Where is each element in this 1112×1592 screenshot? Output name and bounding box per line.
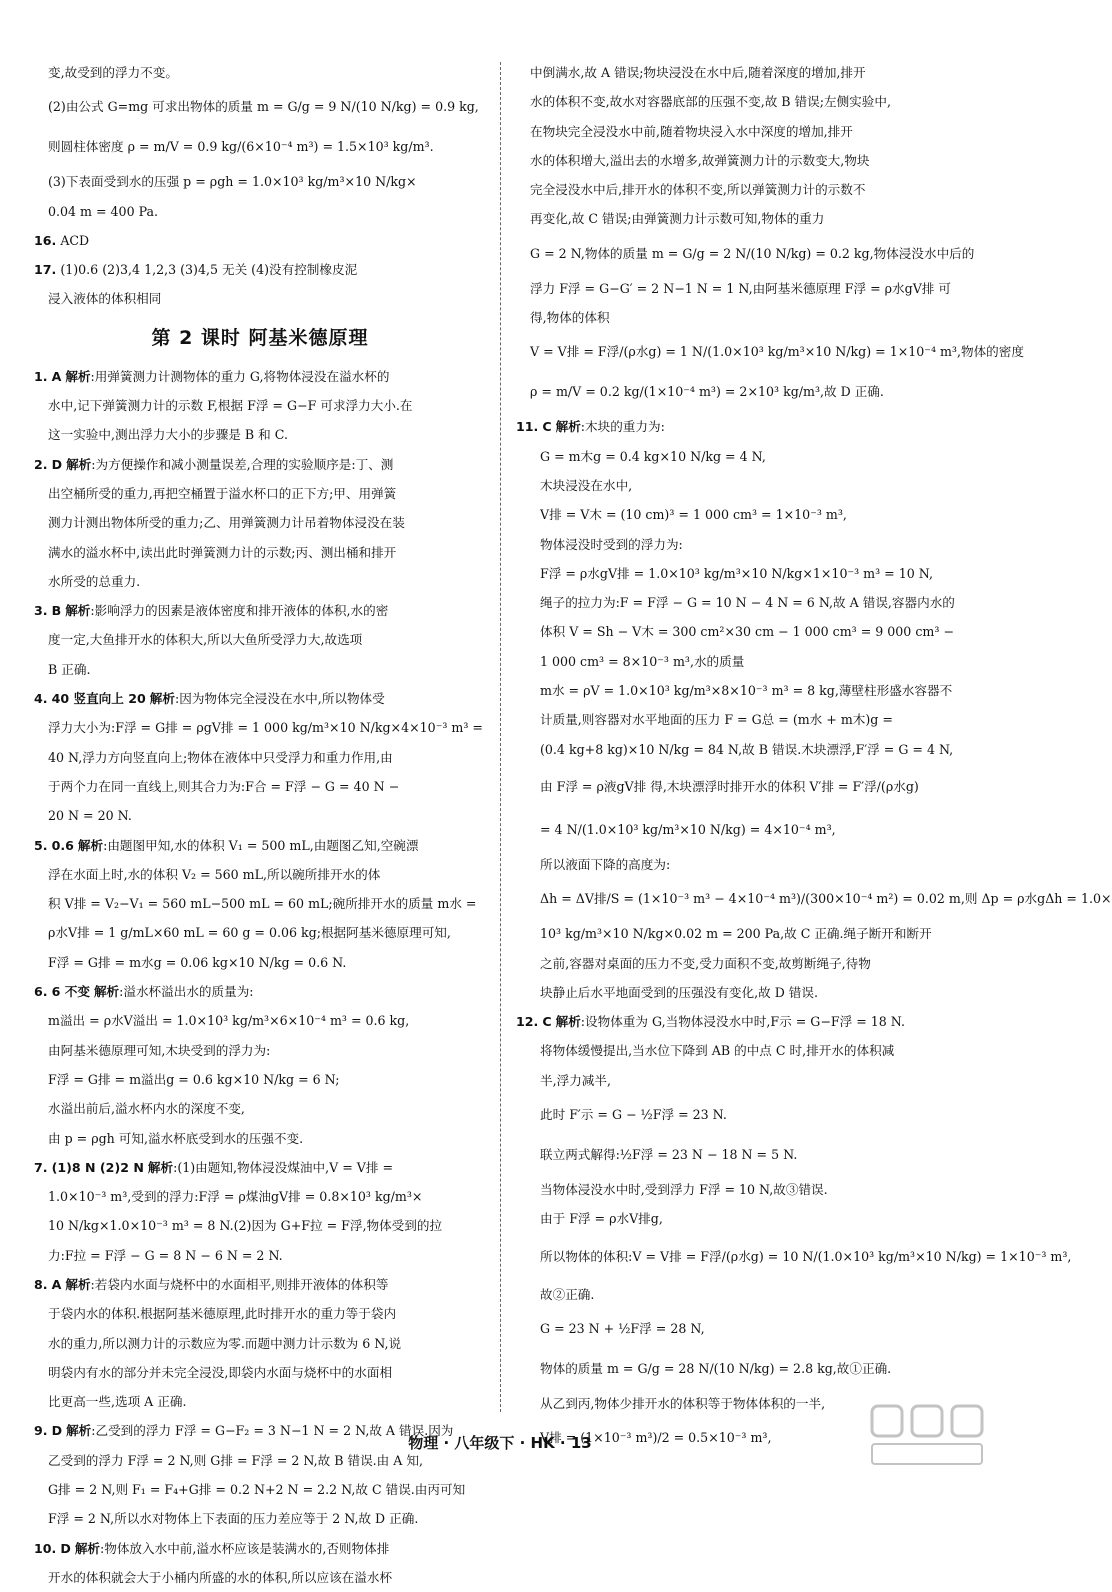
text-line	[34, 1358, 486, 1387]
line-text: m溢出 = ρ水V溢出 = 1.0×10³ kg/m³×6×10⁻⁴ m³ = 0.6 kg,	[48, 1013, 410, 1029]
line-text: 半,浮力减半,	[540, 1072, 611, 1088]
text-line	[516, 1280, 968, 1309]
line-text: 由 F浮 = ρ液gV排 得,木块漂浮时排开水的体积 V′排 = F′浮/(ρ水g)	[540, 778, 919, 794]
text-line	[516, 1349, 968, 1389]
line-text: 在物块完全浸没水中前,随着物块浸入水中深度的增加,排开	[530, 123, 853, 139]
question-number: 8.	[34, 1276, 48, 1292]
text-line	[34, 713, 486, 742]
text-line	[516, 442, 968, 471]
text-line	[34, 1006, 486, 1035]
question-answer-start	[34, 1153, 486, 1182]
text-line	[516, 879, 1112, 919]
line-text: 由于 F浮 = ρ水V排g,	[540, 1211, 663, 1227]
text-line	[516, 274, 968, 303]
line-text: 将物体缓慢提出,当水位下降到 AB 的中点 C 时,排开水的体积减	[540, 1043, 895, 1059]
text-line	[516, 676, 968, 705]
text-line	[516, 500, 968, 529]
line-text: 出空桶所受的重力,再把空桶置于溢水杯口的正下方;甲、用弹簧	[48, 485, 397, 501]
question-number: 10.	[34, 1540, 57, 1556]
line-text: 体积 V = Sh − V木 = 300 cm²×30 cm − 1 000 cm³ = 9 000 cm³ −	[540, 624, 954, 640]
line-text: 计质量,则容器对水平地面的压力 F = G总 = (m水 + m木)g =	[540, 712, 893, 728]
line-text: 水溢出前后,溢水杯内水的深度不变,	[48, 1101, 245, 1117]
question-answer-start	[34, 831, 486, 860]
answer-choice: (1)8 N (2)2 N	[51, 1159, 144, 1175]
line-text: V排 = V木 = (10 cm)³ = 1 000 cm³ = 1×10⁻³ m³,	[540, 507, 847, 523]
line-text: 故②正确.	[540, 1286, 595, 1302]
line-text: (1)0.6 (2)3,4 1,2,3 (3)4,5 无关 (4)没有控制橡皮泥	[60, 262, 358, 278]
line-text: 水的体积增大,溢出去的水增多,故弹簧测力计的示数变大,物块	[530, 152, 870, 168]
line-text: :乙受到的浮力 F浮 = G−F₂ = 3 N−1 N = 2 N,故 A 错误.因为	[91, 1423, 454, 1439]
question-answer-start	[34, 450, 486, 479]
line-text: 比更高一些,选项 A 正确.	[48, 1394, 187, 1410]
line-text: ACD	[60, 232, 90, 248]
question-number: 9.	[34, 1423, 48, 1439]
answer-choice: 6 不变	[51, 984, 90, 1000]
analysis-label: 解析	[149, 691, 175, 707]
question-number: 17.	[34, 262, 57, 278]
page-footer: 物理 · 八年级下 · HK · 13	[408, 1434, 592, 1452]
line-text: ρ = m/V = 0.2 kg/(1×10⁻⁴ m³) = 2×10³ kg/m³,故 D 正确.	[530, 384, 884, 400]
line-text: Δh = ΔV排/S = (1×10⁻³ m³ − 4×10⁻⁴ m³)/(300×10⁻⁴ m²) = 0.02 m,则 Δp = ρ水gΔh = 1.0×	[540, 891, 1112, 907]
line-text: :物体放入水中前,溢水杯应该是装满水的,否则物体排	[100, 1540, 390, 1556]
line-text: 20 N = 20 N.	[48, 808, 132, 824]
text-line	[516, 204, 968, 233]
line-text: (2)由公式 G=mg 可求出物体的质量 m = G/g = 9 N/(10 N/kg) = 0.9 kg,	[48, 99, 479, 115]
question-number: 11.	[516, 419, 539, 435]
text-line	[516, 1175, 968, 1204]
analysis-label: 解析	[147, 1159, 174, 1175]
text-line	[516, 58, 968, 87]
line-text: :木块的重力为:	[580, 419, 665, 435]
text-line	[516, 1309, 968, 1349]
line-text: :为方便操作和减小测量误差,合理的实验顺序是:丁、测	[91, 456, 394, 472]
line-text: 之前,容器对桌面的压力不变,受力面积不变,故剪断绳子,待物	[540, 955, 871, 971]
analysis-label: 解析	[555, 419, 581, 435]
right-column	[516, 58, 1112, 1458]
text-line	[34, 1475, 486, 1504]
text-line	[516, 1036, 968, 1065]
text-line	[34, 1329, 486, 1358]
text-line	[516, 372, 968, 412]
analysis-label: 解析	[93, 984, 120, 1000]
line-text: 物体的质量 m = G/g = 28 N/(10 N/kg) = 2.8 kg,故①正确.	[540, 1360, 892, 1376]
question-answer-start	[34, 1270, 486, 1299]
question-answer-start	[516, 412, 968, 441]
line-text: 开水的体积就会大于小桶内所盛的水的体积,所以应该在溢水杯	[48, 1569, 393, 1585]
question-answer-start	[34, 1534, 486, 1563]
text-line	[34, 1036, 486, 1065]
text-line	[34, 889, 486, 918]
line-text: 1 000 cm³ = 8×10⁻³ m³,水的质量	[540, 653, 745, 669]
text-line	[34, 1299, 486, 1328]
question-number: 16.	[34, 232, 57, 248]
text-line	[516, 117, 968, 146]
text-line	[516, 1135, 968, 1175]
line-text: G = 23 N + ½F浮 = 28 N,	[540, 1320, 705, 1336]
line-text: = 4 N/(1.0×10³ kg/m³×10 N/kg) = 4×10⁻⁴ m³,	[540, 821, 836, 837]
text-line	[516, 1095, 968, 1135]
lesson-title: 第 2 课时 阿基米德原理	[151, 326, 369, 349]
line-text: 绳子的拉力为:F = F浮 − G = 10 N − 4 N = 6 N,故 A 错误,容器内水的	[540, 595, 955, 611]
line-text: :设物体重为 G,当物体浸没水中时,F示 = G−F浮 = 18 N.	[580, 1014, 906, 1030]
line-text: 度一定,大鱼排开水的体积大,所以大鱼所受浮力大,故选项	[48, 632, 363, 648]
analysis-label: 解析	[555, 1014, 581, 1030]
question-answer-start	[34, 255, 486, 284]
text-line	[516, 559, 968, 588]
text-line	[516, 919, 968, 948]
answer-choice: D	[51, 456, 63, 472]
text-line	[34, 948, 486, 977]
line-text: F浮 = G排 = m水g = 0.06 kg×10 N/kg = 0.6 N.	[48, 954, 347, 970]
text-line	[516, 87, 968, 116]
text-line	[34, 860, 486, 889]
question-number: 7.	[34, 1159, 48, 1175]
text-line	[516, 978, 968, 1007]
line-text: 10³ kg/m³×10 N/kg×0.02 m = 200 Pa,故 C 正确.绳子断开和断开	[540, 926, 932, 942]
question-answer-start	[34, 362, 486, 391]
line-text: 再变化,故 C 错误;由弹簧测力计示数可知,物体的重力	[530, 211, 825, 227]
text-line	[34, 1094, 486, 1123]
line-text: 满水的溢水杯中,读出此时弹簧测力计的示数;丙、测出桶和排开	[48, 544, 397, 560]
line-text: 完全浸没水中后,排开水的体积不变,所以弹簧测力计的示数不	[530, 182, 866, 198]
text-line	[34, 655, 486, 684]
text-line	[516, 1066, 968, 1095]
line-text: 所以物体的体积:V = V排 = F浮/(ρ水g) = 10 N/(1.0×10³ kg/m³×10 N/kg) = 1×10⁻³ m³,	[540, 1248, 1072, 1264]
question-number: 6.	[34, 984, 48, 1000]
line-text: 物体浸没时受到的浮力为:	[540, 536, 683, 552]
question-answer-start	[34, 596, 486, 625]
line-text: :影响浮力的因素是液体密度和排开液体的体积,水的密	[90, 603, 389, 619]
line-text: 力:F拉 = F浮 − G = 8 N − 6 N = 2 N.	[48, 1247, 283, 1263]
text-line	[34, 87, 486, 127]
line-text: 由 p = ρgh 可知,溢水杯底受到水的压强不变.	[48, 1130, 304, 1146]
analysis-label: 解析	[65, 603, 91, 619]
text-line	[34, 391, 486, 420]
question-number: 3.	[34, 603, 48, 619]
line-text: 联立两式解得:½F浮 = 23 N − 18 N = 5 N.	[540, 1147, 798, 1163]
line-text: 0.04 m = 400 Pa.	[48, 203, 159, 219]
text-line	[516, 332, 1024, 372]
watermark-logo	[868, 1400, 988, 1470]
line-text: 测力计测出物体所受的重力;乙、用弹簧测力计吊着物体浸没在装	[48, 515, 405, 531]
question-answer-start	[34, 977, 486, 1006]
line-text: :溢水杯溢出水的质量为:	[119, 984, 254, 1000]
line-text: F浮 = ρ水gV排 = 1.0×10³ kg/m³×10 N/kg×1×10⁻³ m³ = 10 N,	[540, 565, 933, 581]
line-text: 浮力 F浮 = G−G′ = 2 N−1 N = 1 N,由阿基米德原理 F浮 = ρ水gV排 可	[530, 280, 951, 296]
line-text: (3)下表面受到水的压强 p = ρgh = 1.0×10³ kg/m³×10 N/kg×	[48, 174, 417, 190]
line-text: :因为物体完全浸没在水中,所以物体受	[174, 691, 385, 707]
line-text: (0.4 kg+8 kg)×10 N/kg = 84 N,故 B 错误.木块漂浮,F′浮 = G = 4 N,	[540, 741, 954, 757]
line-text: 于袋内水的体积.根据阿基米德原理,此时排开水的重力等于袋内	[48, 1306, 397, 1322]
line-text: 木块浸没在水中,	[540, 477, 633, 493]
text-line	[34, 772, 486, 801]
text-line	[516, 850, 968, 879]
text-line	[516, 764, 968, 810]
text-line	[34, 1124, 486, 1153]
line-text: :由题图甲知,水的体积 V₁ = 500 mL,由题图乙知,空碗漂	[103, 837, 419, 853]
line-text: G = m木g = 0.4 kg×10 N/kg = 4 N,	[540, 448, 766, 464]
line-text: :(1)由题知,物体浸没煤油中,V = V排 =	[173, 1159, 394, 1175]
answer-choice: D	[60, 1540, 71, 1556]
analysis-label: 解析	[66, 1423, 92, 1439]
answer-choice: A	[51, 368, 62, 384]
column-divider	[500, 62, 501, 1412]
line-text: 1.0×10⁻³ m³,受到的浮力:F浮 = ρ煤油gV排 = 0.8×10³ kg/m³×	[48, 1189, 423, 1205]
left-column	[34, 58, 486, 1592]
text-line	[34, 743, 486, 772]
text-line	[34, 197, 486, 226]
line-text: 所以液面下降的高度为:	[540, 856, 671, 872]
question-answer-start	[34, 226, 486, 255]
line-text: :用弹簧测力计测物体的重力 G,将物体浸没在溢水杯的	[90, 368, 390, 384]
analysis-label: 解析	[65, 1276, 91, 1292]
answer-choice: 40 竖直向上 20	[51, 691, 146, 707]
line-text: 水的重力,所以测力计的示数应为零.而题中测力计示数为 6 N,说	[48, 1335, 402, 1351]
line-text: 浮力大小为:F浮 = G排 = ρgV排 = 1 000 kg/m³×10 N/kg×4×10⁻³ m³ =	[48, 720, 483, 736]
line-text: 这一实验中,测出浮力大小的步骤是 B 和 C.	[48, 427, 288, 443]
text-line	[34, 1563, 486, 1592]
question-number: 12.	[516, 1014, 539, 1030]
text-line	[34, 127, 486, 167]
line-text: 则圆柱体密度 ρ = m/V = 0.9 kg/(6×10⁻⁴ m³) = 1.5×10³ kg/m³.	[48, 139, 434, 155]
line-text: ρ水V排 = 1 g/mL×60 mL = 60 g = 0.06 kg;根据阿基米德原理可知,	[48, 925, 451, 941]
line-text: 明袋内有水的部分并未完全浸没,即袋内水面与烧杯中的水面相	[48, 1364, 393, 1380]
question-answer-start	[516, 1007, 968, 1036]
text-line	[516, 303, 968, 332]
text-line	[516, 146, 968, 175]
line-text: 10 N/kg×1.0×10⁻³ m³ = 8 N.(2)因为 G+F拉 = F浮,物体受到的拉	[48, 1218, 443, 1234]
text-line	[516, 705, 968, 734]
line-text: 浸入液体的体积相同	[48, 291, 162, 307]
text-line	[516, 1234, 1072, 1280]
line-text: m水 = ρV = 1.0×10³ kg/m³×8×10⁻³ m³ = 8 kg,薄壁柱形盛水容器不	[540, 683, 953, 699]
text-line	[516, 1204, 968, 1233]
question-number: 2.	[34, 456, 48, 472]
analysis-label: 解析	[77, 837, 104, 853]
line-text: 乙受到的浮力 F浮 = 2 N,则 G排 = F浮 = 2 N,故 B 错误.由 A 知,	[48, 1452, 423, 1468]
text-line	[516, 530, 968, 559]
analysis-label: 解析	[74, 1540, 100, 1556]
question-number: 5.	[34, 837, 48, 853]
text-line	[34, 538, 486, 567]
line-text: 变,故受到的浮力不变。	[48, 65, 178, 80]
text-line	[516, 735, 968, 764]
text-line	[34, 801, 486, 830]
line-text: 由阿基米德原理可知,木块受到的浮力为:	[48, 1042, 271, 1058]
text-line	[34, 567, 486, 596]
question-number: 1.	[34, 368, 48, 384]
line-text: F浮 = 2 N,所以水对物体上下表面的压力差应等于 2 N,故 D 正确.	[48, 1511, 419, 1527]
text-line	[34, 479, 486, 508]
text-line	[34, 508, 486, 537]
line-text: 此时 F′示 = G − ½F浮 = 23 N.	[540, 1107, 727, 1123]
text-line	[516, 949, 968, 978]
question-answer-start	[34, 684, 486, 713]
text-line	[34, 1065, 486, 1094]
answer-choice: C	[542, 419, 552, 435]
text-line	[34, 284, 486, 313]
line-text: 积 V排 = V₂−V₁ = 560 mL−500 mL = 60 mL;碗所排开水的质量 m水 =	[48, 896, 477, 912]
answer-choice: D	[51, 1423, 63, 1439]
text-line	[34, 58, 486, 87]
line-text: 水所受的总重力.	[48, 573, 141, 589]
text-line	[34, 1241, 486, 1270]
text-line	[516, 810, 968, 850]
line-text: 当物体浸没水中时,受到浮力 F浮 = 10 N,故③错误.	[540, 1182, 828, 1198]
text-line	[516, 175, 968, 204]
answer-choice: C	[542, 1014, 552, 1030]
text-line	[34, 420, 486, 449]
text-line	[34, 167, 486, 196]
text-line	[34, 1504, 486, 1533]
text-line	[516, 647, 968, 676]
analysis-label: 解析	[66, 456, 92, 472]
line-text: B 正确.	[48, 661, 91, 677]
analysis-label: 解析	[65, 368, 91, 384]
line-text: :若袋内水面与烧杯中的水面相平,则排开液体的体积等	[90, 1276, 389, 1292]
question-number: 4.	[34, 691, 48, 707]
text-line	[34, 625, 486, 654]
line-text: 浮在水面上时,水的体积 V₂ = 560 mL,所以碗所排开水的体	[48, 866, 381, 882]
text-line	[34, 1182, 486, 1211]
answer-choice: 0.6	[51, 837, 74, 853]
line-text: 从乙到丙,物体少排开水的体积等于物体体积的一半,	[540, 1395, 826, 1411]
line-text: V = V排 = F浮/(ρ水g) = 1 N/(1.0×10³ kg/m³×10 N/kg) = 1×10⁻⁴ m³,物体的密度	[530, 344, 1024, 360]
line-text: 块静止后水平地面受到的压强没有变化,故 D 错误.	[540, 984, 818, 1000]
line-text: 水的体积不变,故水对容器底部的压强不变,故 B 错误;左侧实验中,	[530, 94, 891, 110]
line-text: V排 = (1×10⁻³ m³)/2 = 0.5×10⁻³ m³,	[540, 1430, 772, 1446]
text-line	[516, 471, 968, 500]
line-text: G排 = 2 N,则 F₁ = F₄+G排 = 0.2 N+2 N = 2.2 N,故 C 错误.由丙可知	[48, 1482, 466, 1498]
text-line	[516, 234, 975, 274]
line-text: F浮 = G排 = m溢出g = 0.6 kg×10 N/kg = 6 N;	[48, 1071, 340, 1087]
line-text: 40 N,浮力方向竖直向上;物体在液体中只受浮力和重力作用,由	[48, 749, 393, 765]
answer-choice: A	[51, 1276, 62, 1292]
text-line	[34, 1211, 486, 1240]
answer-choice: B	[51, 603, 62, 619]
text-line	[34, 918, 486, 947]
text-line	[516, 617, 968, 646]
line-text: 于两个力在同一直线上,则其合力为:F合 = F浮 − G = 40 N −	[48, 778, 400, 794]
line-text: 中倒满水,故 A 错误;物块浸没在水中后,随着深度的增加,排开	[530, 65, 866, 80]
line-text: 得,物体的体积	[530, 310, 610, 326]
line-text: 水中,记下弹簧测力计的示数 F,根据 F浮 = G−F 可求浮力大小.在	[48, 398, 413, 414]
line-text: G = 2 N,物体的质量 m = G/g = 2 N/(10 N/kg) = 0.2 kg,物体浸没水中后的	[530, 245, 975, 261]
text-line	[516, 588, 968, 617]
text-line	[34, 1387, 486, 1416]
